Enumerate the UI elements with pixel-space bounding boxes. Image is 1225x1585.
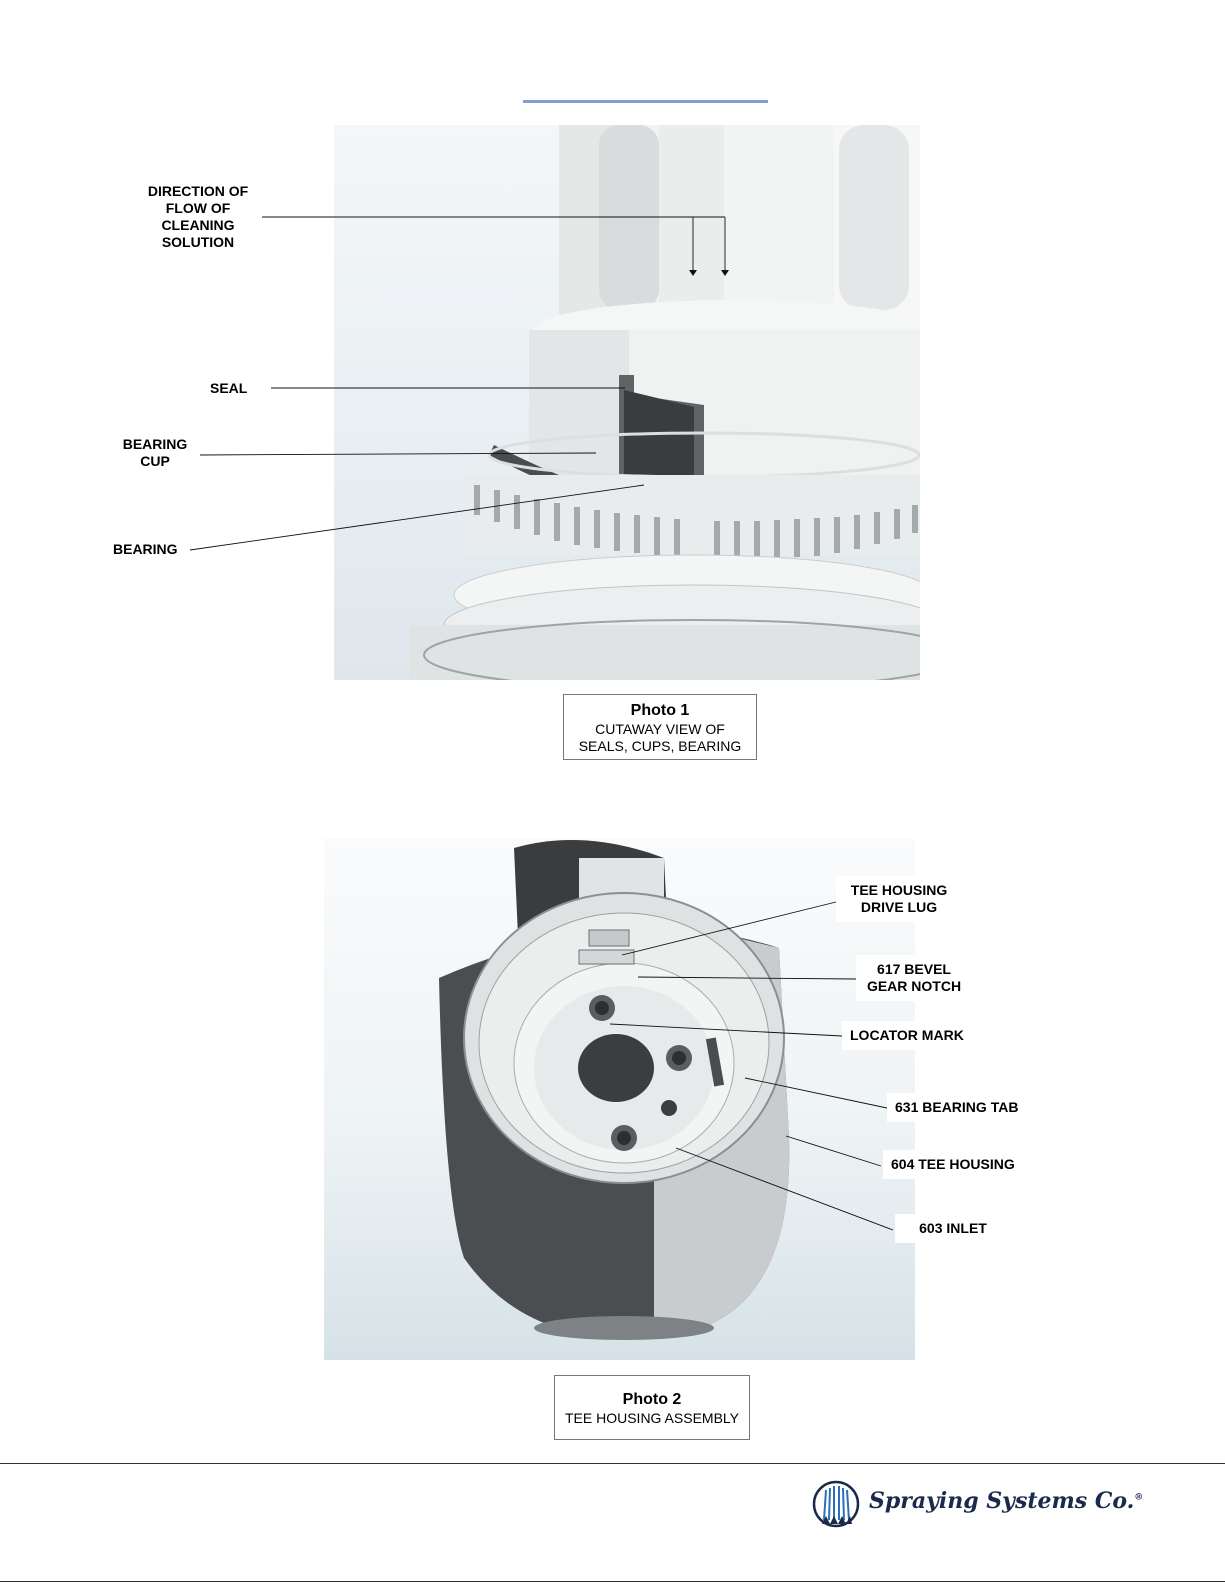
company-logo [812, 1480, 1144, 1528]
caption-title: Photo 2 [622, 1391, 682, 1408]
label-flow-direction: DIRECTION OF FLOW OF CLEANING SOLUTION [147, 183, 249, 250]
spray-logo-icon [812, 1480, 862, 1530]
label-locator-mark: LOCATOR MARK [842, 1021, 972, 1050]
label-seal: SEAL [210, 380, 248, 396]
caption-line: TEE HOUSING ASSEMBLY [564, 1410, 739, 1426]
label-bearing: BEARING [113, 541, 178, 557]
label-bearing-tab: 631 BEARING TAB [887, 1093, 1026, 1122]
caption-line: SEALS, CUPS, BEARING [578, 738, 742, 754]
photo2-caption [554, 1375, 750, 1440]
registered-mark: ® [1134, 1492, 1144, 1503]
tee-housing-illustration [324, 838, 915, 1360]
footer-rule [0, 1463, 1225, 1464]
company-name: Spraying Systems Co. [869, 1488, 1135, 1514]
label-tee-housing: 604 TEE HOUSING [883, 1150, 1023, 1179]
label-bearing-cup: BEARING CUP [122, 436, 188, 469]
label-drive-lug: TEE HOUSING DRIVE LUG [836, 876, 962, 922]
caption-line: CUTAWAY VIEW OF [595, 721, 725, 737]
photo1-caption [563, 694, 757, 760]
bottom-rule [0, 1581, 1225, 1582]
label-inlet: 603 INLET [895, 1214, 1011, 1243]
header-rule [523, 100, 768, 103]
cutaway-illustration [334, 125, 920, 680]
label-gear-notch: 617 BEVEL GEAR NOTCH [856, 955, 972, 1001]
caption-title: Photo 1 [630, 702, 690, 719]
